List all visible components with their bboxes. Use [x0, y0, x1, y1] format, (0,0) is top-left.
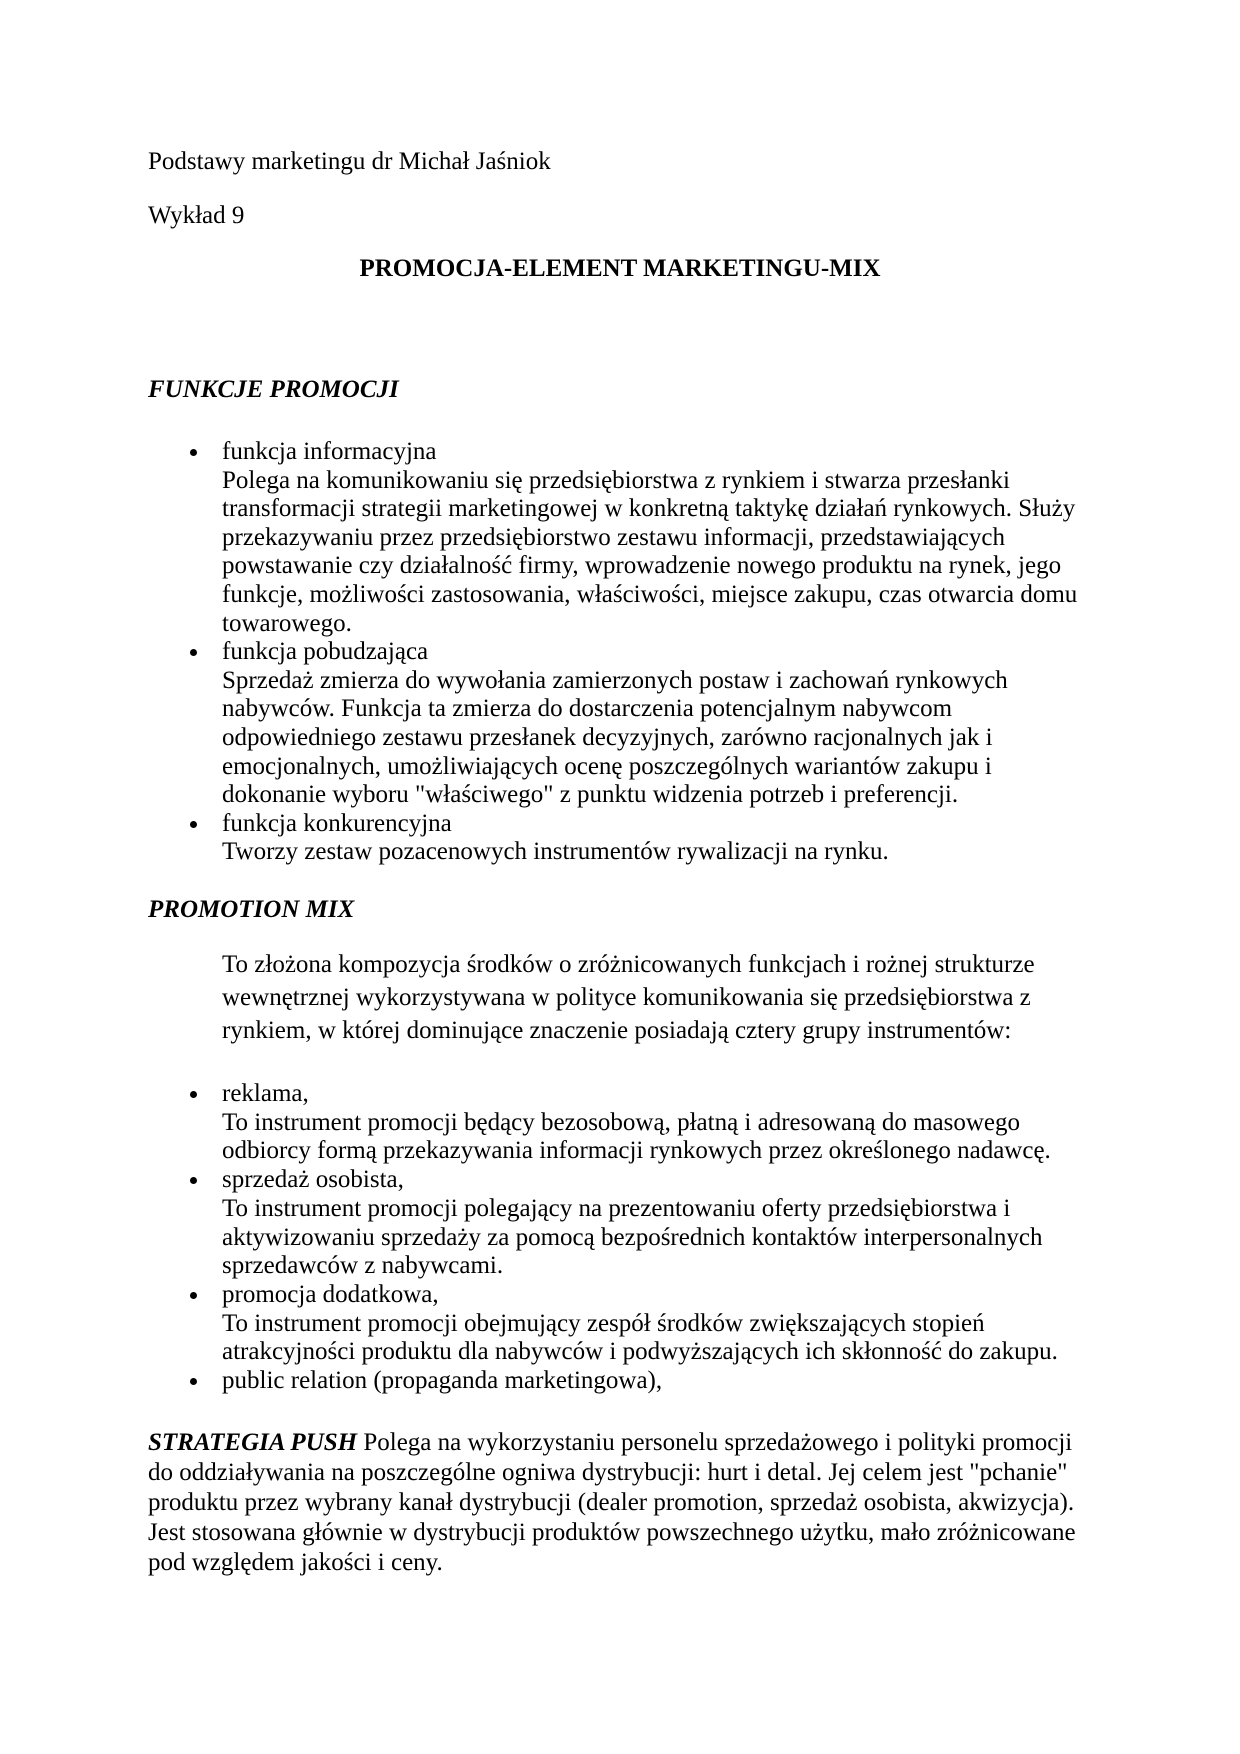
- promotion-functions-list: [190, 438, 1077, 867]
- section-heading-promotion-mix: PROMOTION MIX: [148, 896, 355, 923]
- list-item-description-line: odpowiedniego zestawu przesłanek decyzyjnych, zarówno racjonalnych jak i: [222, 723, 993, 751]
- paragraph-line: Polega na wykorzystaniu personelu sprzedażowego i polityki promocji: [357, 1429, 1073, 1456]
- list-item: [190, 1281, 1058, 1367]
- strategy-first-line: [148, 1428, 1076, 1458]
- paragraph-line: rynkiem, w której dominujące znaczenie posiadają cztery grupy instrumentów:: [222, 1017, 1012, 1044]
- section-heading-funkcje: FUNKCJE PROMOCJI: [148, 376, 399, 403]
- list-item-description-line: To instrument promocji polegający na prezentowaniu oferty przedsiębiorstwa i: [222, 1194, 1011, 1222]
- list-item-description-line: nabywców. Funkcja ta zmierza do dostarczenia potencjalnym nabywcom: [222, 695, 953, 723]
- paragraph-line: produktu przez wybrany kanał dystrybucji (dealer promotion, sprzedaż osobista, akwizycja).: [148, 1489, 1075, 1516]
- list-item-label: promocja dodatkowa,: [222, 1280, 439, 1308]
- bullet-icon: [190, 649, 197, 656]
- list-item-description-line: funkcje, możliwości zastosowania, właściwości, miejsce zakupu, czas otwarcia domu: [222, 580, 1078, 608]
- list-item: [190, 1367, 1058, 1396]
- list-item-description-line: dokonanie wyboru "właściwego" z punktu widzenia potrzeb i preferencji.: [222, 781, 959, 809]
- list-item-description-line: transformacji strategii marketingowej w konkretną taktykę działań rynkowych. Służy: [222, 495, 1076, 523]
- promotion-mix-definition: [222, 948, 1035, 1047]
- paragraph-line: pod względem jakości i ceny.: [148, 1549, 443, 1576]
- list-item-description-line: towarowego.: [222, 609, 352, 637]
- list-item: [190, 1166, 1058, 1281]
- bullet-icon: [190, 1378, 197, 1385]
- list-item-description-line: odbiorcy formą przekazywania informacji rynkowych przez określonego nadawcę.: [222, 1137, 1051, 1165]
- lecture-number: Wykład 9: [148, 202, 245, 229]
- bullet-icon: [190, 1091, 197, 1098]
- list-item: [190, 638, 1077, 810]
- list-item-description-line: emocjonalnych, umożliwiających ocenę poszczególnych wariantów zakupu i: [222, 752, 992, 780]
- bullet-icon: [190, 1292, 197, 1299]
- document-header: Podstawy marketingu dr Michał Jaśniok: [148, 148, 551, 175]
- bullet-icon: [190, 449, 197, 456]
- list-item-description-line: przekazywaniu przez przedsiębiorstwo zestawu informacji, przedstawiających: [222, 523, 1005, 551]
- list-item-description-line: Sprzedaż zmierza do wywołania zamierzonych postaw i zachowań rynkowych: [222, 666, 1008, 694]
- paragraph-line: Jest stosowana głównie w dystrybucji produktów powszechnego użytku, mało zróżnicowane: [148, 1519, 1076, 1546]
- promotion-instruments-list: [190, 1080, 1058, 1396]
- list-item-description-line: To instrument promocji obejmujący zespół środków zwiększających stopień: [222, 1309, 985, 1337]
- list-item-label: funkcja konkurencyjna: [222, 809, 452, 837]
- list-item: [190, 438, 1077, 638]
- bullet-icon: [190, 821, 197, 828]
- list-item: [190, 810, 1077, 867]
- list-item-description-line: Tworzy zestaw pozacenowych instrumentów rywalizacji na rynku.: [222, 838, 889, 866]
- list-item-description-line: To instrument promocji będący bezosobową, płatną i adresowaną do masowego: [222, 1108, 1021, 1136]
- list-item-label: public relation (propaganda marketingowa),: [222, 1367, 663, 1395]
- bullet-icon: [190, 1177, 197, 1184]
- list-item-description-line: aktywizowaniu sprzedaży za pomocą bezpośrednich kontaktów interpersonalnych: [222, 1223, 1043, 1251]
- paragraph-line: do oddziaływania na poszczególne ogniwa dystrybucji: hurt i detal. Jej celem jest "pchanie": [148, 1459, 1068, 1486]
- list-item-description-line: powstawanie czy działalność firmy, wprowadzenie nowego produktu na rynek, jego: [222, 552, 1062, 580]
- strategy-push-lead: STRATEGIA PUSH: [148, 1429, 358, 1456]
- list-item: [190, 1080, 1058, 1166]
- document-title: PROMOCJA-ELEMENT MARKETINGU-MIX: [359, 255, 881, 282]
- list-item-description-line: atrakcyjności produktu dla nabywców i podwyższających ich skłonność do zakupu.: [222, 1338, 1058, 1366]
- strategy-push-paragraph: [148, 1428, 1076, 1578]
- list-item-description-line: sprzedawców z nabywcami.: [222, 1252, 504, 1280]
- list-item-label: funkcja pobudzająca: [222, 638, 429, 666]
- list-item-description-line: Polega na komunikowaniu się przedsiębiorstwa z rynkiem i stwarza przesłanki: [222, 466, 1010, 494]
- list-item-label: funkcja informacyjna: [222, 438, 437, 465]
- list-item-label: reklama,: [222, 1080, 309, 1107]
- paragraph-line: To złożona kompozycja środków o zróżnicowanych funkcjach i rożnej strukturze: [222, 951, 1035, 978]
- paragraph-line: wewnętrznej wykorzystywana w polityce komunikowania się przedsiębiorstwa z: [222, 984, 1031, 1011]
- list-item-label: sprzedaż osobista,: [222, 1166, 404, 1194]
